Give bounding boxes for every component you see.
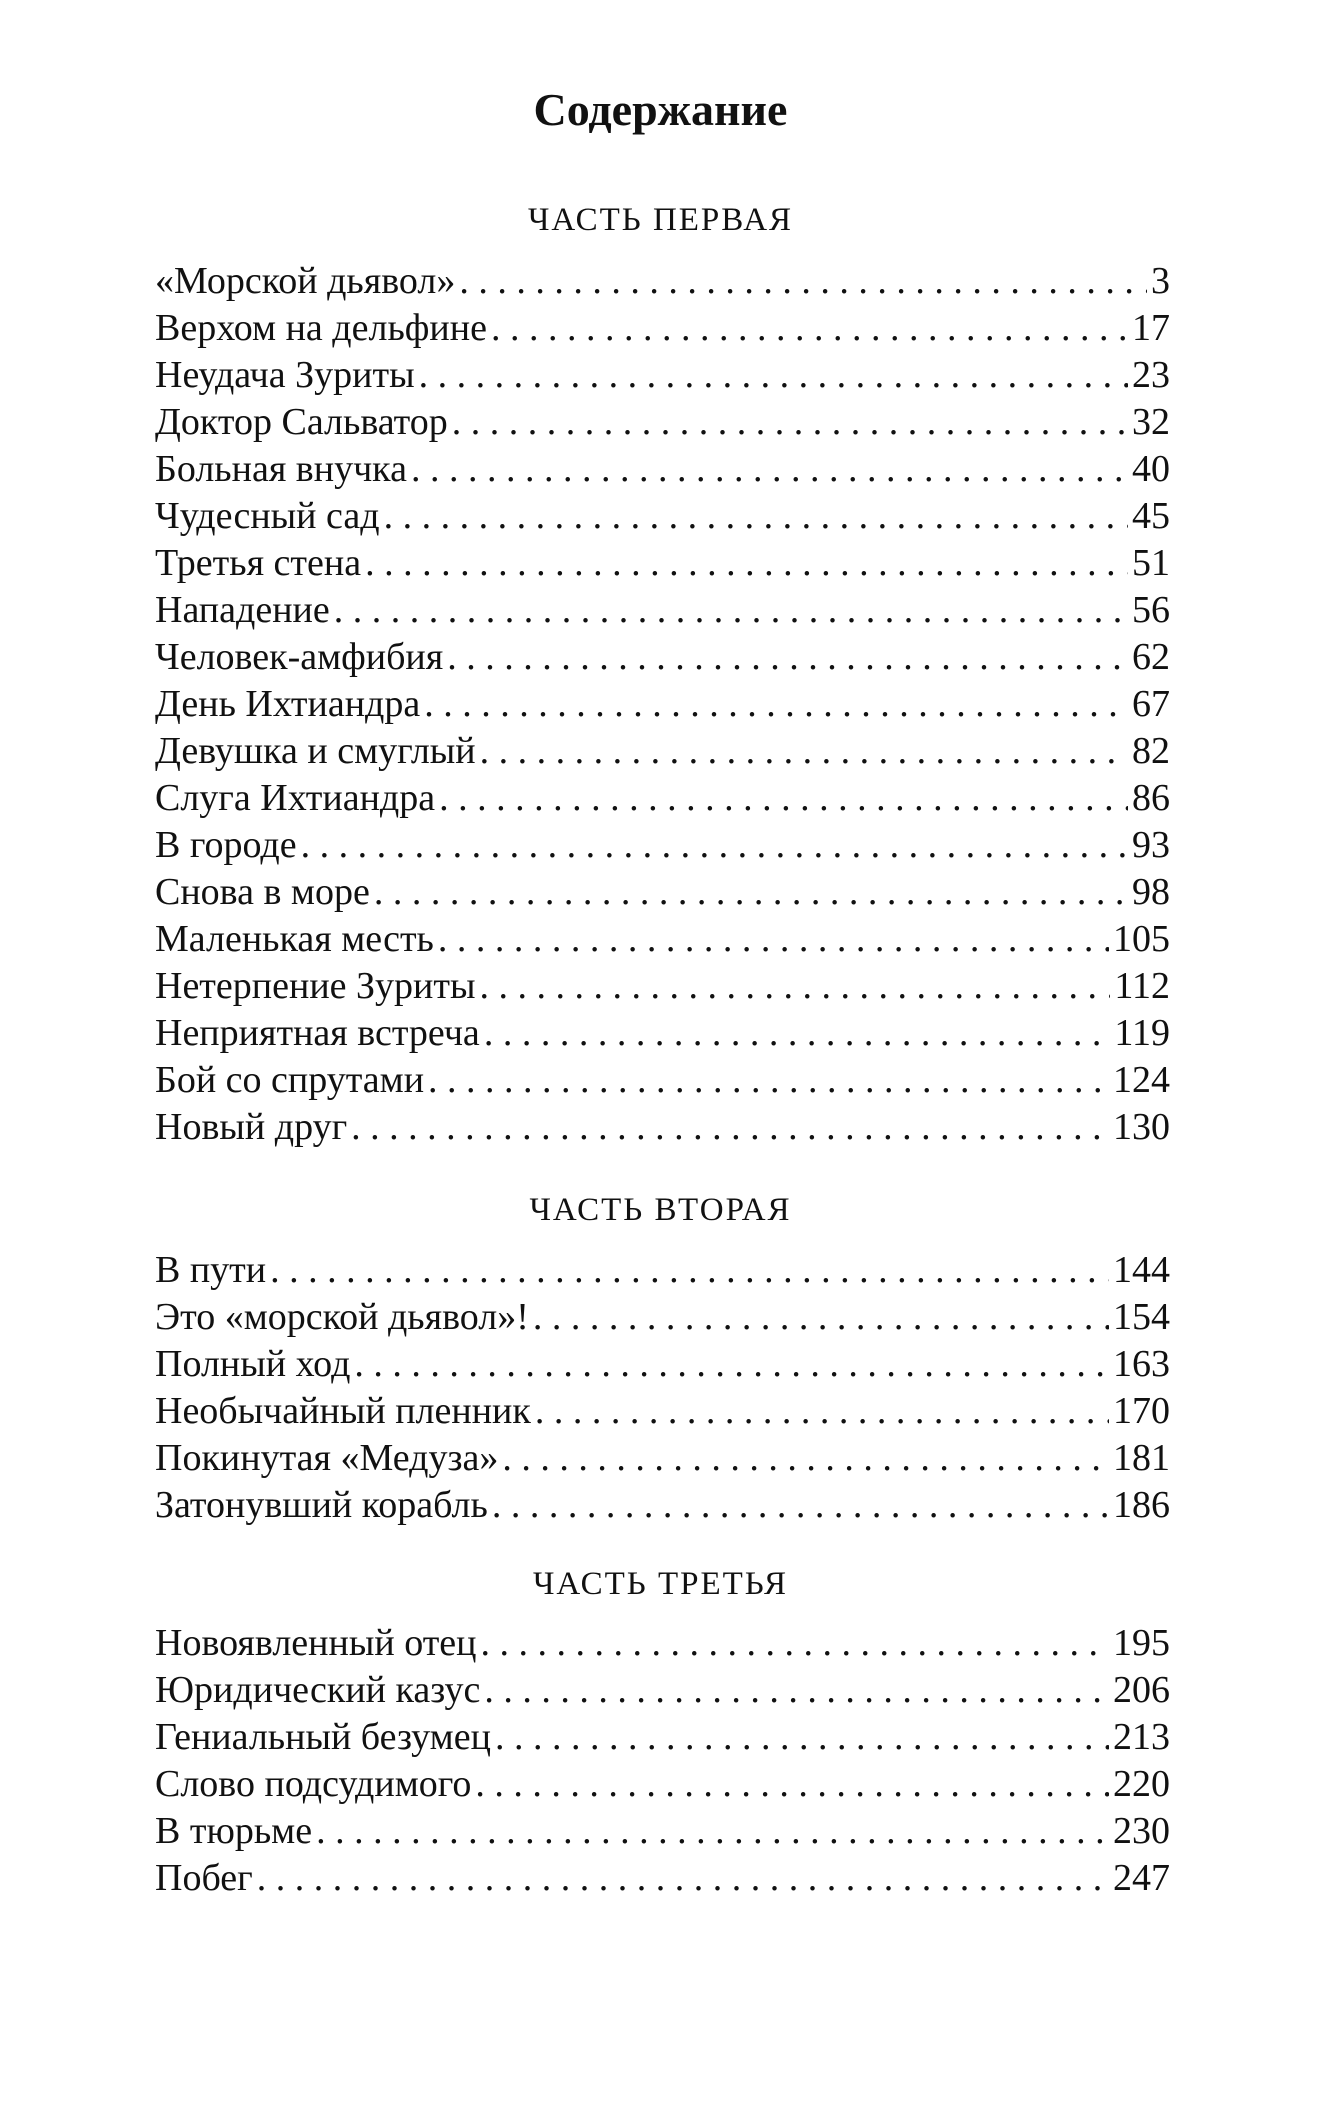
toc-entry xyxy=(155,446,1170,493)
toc-leader-dots xyxy=(533,1294,1109,1341)
toc-entry-page-number: 154 xyxy=(1113,1296,1170,1338)
toc-leader-dots xyxy=(535,1388,1109,1435)
toc-entry-page-number: 17 xyxy=(1132,307,1170,349)
toc-list-part-3 xyxy=(155,1620,1170,1902)
toc-entry-title: Нетерпение Зуриты xyxy=(155,965,476,1007)
toc-entry xyxy=(155,1104,1170,1151)
toc-entry-title: Покинутая «Медуза» xyxy=(155,1437,499,1479)
toc-entry-page-number: 170 xyxy=(1113,1390,1170,1432)
toc-entry xyxy=(155,305,1170,352)
toc-entry xyxy=(155,399,1170,446)
toc-entry xyxy=(155,1388,1170,1435)
toc-entry-title: В тюрьме xyxy=(155,1810,313,1852)
toc-entry xyxy=(155,775,1170,822)
toc-entry xyxy=(155,869,1170,916)
toc-entry xyxy=(155,540,1170,587)
toc-entry-page-number: 86 xyxy=(1132,777,1170,819)
toc-leader-dots xyxy=(424,681,1128,728)
toc-entry-title: Бой со спрутами xyxy=(155,1059,425,1101)
toc-entry-title: В пути xyxy=(155,1249,267,1291)
toc-entry-title: Неудача Зуриты xyxy=(155,354,415,396)
part-heading-2: ЧАСТЬ ВТОРАЯ xyxy=(529,1192,792,1228)
toc-entry xyxy=(155,352,1170,399)
toc-entry-title: Юридический казус xyxy=(155,1669,481,1711)
toc-entry-title: Слуга Ихтиандра xyxy=(155,777,436,819)
toc-entry-page-number: 93 xyxy=(1132,824,1170,866)
toc-entry-title: Чудесный сад xyxy=(155,495,380,537)
toc-leader-dots xyxy=(270,1247,1109,1294)
toc-entry-title: Больная внучка xyxy=(155,448,407,490)
toc-entry-page-number: 206 xyxy=(1113,1669,1170,1711)
toc-leader-dots xyxy=(492,1482,1109,1529)
toc-leader-dots xyxy=(257,1855,1109,1902)
toc-leader-dots xyxy=(459,258,1147,305)
toc-entry xyxy=(155,916,1170,963)
toc-entry xyxy=(155,1057,1170,1104)
toc-leader-dots xyxy=(411,446,1128,493)
toc-entry-page-number: 124 xyxy=(1113,1059,1170,1101)
toc-leader-dots xyxy=(419,352,1128,399)
toc-entry xyxy=(155,634,1170,681)
toc-leader-dots xyxy=(452,399,1128,446)
toc-list-part-1 xyxy=(155,258,1170,1151)
toc-entry-page-number: 67 xyxy=(1132,683,1170,725)
toc-entry xyxy=(155,1808,1170,1855)
toc-leader-dots xyxy=(439,775,1128,822)
toc-entry xyxy=(155,1010,1170,1057)
toc-entry-page-number: 32 xyxy=(1132,401,1170,443)
toc-entry-page-number: 62 xyxy=(1132,636,1170,678)
toc-entry xyxy=(155,587,1170,634)
toc-entry xyxy=(155,1620,1170,1667)
toc-entry xyxy=(155,1667,1170,1714)
toc-entry-page-number: 220 xyxy=(1113,1763,1170,1805)
toc-entry-title: Гениальный безумец xyxy=(155,1716,491,1758)
toc-leader-dots xyxy=(481,1620,1110,1667)
toc-entry-title: Слово подсудимого xyxy=(155,1763,472,1805)
toc-entry-page-number: 23 xyxy=(1132,354,1170,396)
toc-leader-dots xyxy=(301,822,1128,869)
toc-entry-page-number: 112 xyxy=(1114,965,1170,1007)
toc-entry-page-number: 45 xyxy=(1132,495,1170,537)
toc-entry-page-number: 82 xyxy=(1132,730,1170,772)
toc-entry-page-number: 213 xyxy=(1113,1716,1170,1758)
toc-leader-dots xyxy=(351,1104,1109,1151)
toc-entry-title: Человек-амфибия xyxy=(155,636,444,678)
toc-leader-dots xyxy=(475,1761,1109,1808)
toc-entry xyxy=(155,1855,1170,1902)
toc-entry-page-number: 56 xyxy=(1132,589,1170,631)
toc-leader-dots xyxy=(480,728,1128,775)
part-heading-1: ЧАСТЬ ПЕРВАЯ xyxy=(527,202,794,238)
toc-entry-page-number: 51 xyxy=(1132,542,1170,584)
toc-entry-page-number: 163 xyxy=(1113,1343,1170,1385)
toc-entry xyxy=(155,728,1170,775)
toc-entry-title: «Морской дьявол» xyxy=(155,260,456,302)
toc-leader-dots xyxy=(491,305,1128,352)
toc-entry xyxy=(155,1482,1170,1529)
toc-entry-title: Верхом на дельфине xyxy=(155,307,487,349)
toc-entry-page-number: 230 xyxy=(1113,1810,1170,1852)
toc-entry-title: Девушка и смуглый xyxy=(155,730,476,772)
toc-entry-title: В городе xyxy=(155,824,297,866)
toc-entry xyxy=(155,1247,1170,1294)
toc-entry xyxy=(155,963,1170,1010)
toc-leader-dots xyxy=(484,1010,1111,1057)
toc-entry-title: Снова в море xyxy=(155,871,370,913)
toc-leader-dots xyxy=(495,1714,1109,1761)
toc-entry-title: Это «морской дьявол»! xyxy=(155,1296,529,1338)
toc-entry xyxy=(155,681,1170,728)
toc-leader-dots xyxy=(374,869,1128,916)
toc-entry-page-number: 40 xyxy=(1132,448,1170,490)
toc-leader-dots xyxy=(354,1341,1109,1388)
toc-leader-dots xyxy=(316,1808,1109,1855)
toc-entry-title: Новый друг xyxy=(155,1106,348,1148)
toc-entry-page-number: 144 xyxy=(1113,1249,1170,1291)
toc-entry-title: Новоявленный отец xyxy=(155,1622,477,1664)
toc-entry-title: Неприятная встреча xyxy=(155,1012,480,1054)
toc-entry-page-number: 195 xyxy=(1113,1622,1170,1664)
toc-entry xyxy=(155,1435,1170,1482)
toc-entry xyxy=(155,1714,1170,1761)
toc-leader-dots xyxy=(438,916,1109,963)
toc-entry-title: Третья стена xyxy=(155,542,362,584)
part-heading-3: ЧАСТЬ ТРЕТЬЯ xyxy=(532,1566,789,1602)
toc-entry-page-number: 181 xyxy=(1113,1437,1170,1479)
page-title: Содержание xyxy=(533,84,788,135)
toc-leader-dots xyxy=(428,1057,1109,1104)
toc-entry-title: Побег xyxy=(155,1857,253,1899)
toc-leader-dots xyxy=(365,540,1128,587)
toc-entry-page-number: 105 xyxy=(1113,918,1170,960)
toc-entry xyxy=(155,493,1170,540)
toc-entry xyxy=(155,822,1170,869)
toc-entry-title: Полный ход xyxy=(155,1343,351,1385)
toc-entry-page-number: 98 xyxy=(1132,871,1170,913)
toc-entry-page-number: 3 xyxy=(1151,260,1170,302)
toc-leader-dots xyxy=(384,493,1128,540)
toc-entry-title: Доктор Сальватор xyxy=(155,401,448,443)
toc-entry-page-number: 186 xyxy=(1113,1484,1170,1526)
toc-leader-dots xyxy=(334,587,1128,634)
toc-entry xyxy=(155,1341,1170,1388)
toc-entry xyxy=(155,1294,1170,1341)
toc-leader-dots xyxy=(502,1435,1109,1482)
toc-entry-title: Необычайный пленник xyxy=(155,1390,531,1432)
toc-list-part-2 xyxy=(155,1247,1170,1529)
toc-entry-page-number: 119 xyxy=(1114,1012,1170,1054)
toc-entry-page-number: 130 xyxy=(1113,1106,1170,1148)
toc-entry-title: Затонувший корабль xyxy=(155,1484,488,1526)
toc-entry xyxy=(155,1761,1170,1808)
toc-entry-title: День Ихтиандра xyxy=(155,683,421,725)
toc-entry-title: Маленькая месть xyxy=(155,918,434,960)
toc-leader-dots xyxy=(484,1667,1109,1714)
toc-entry-title: Нападение xyxy=(155,589,330,631)
toc-leader-dots xyxy=(480,963,1111,1010)
toc-leader-dots xyxy=(447,634,1128,681)
toc-entry xyxy=(155,258,1170,305)
toc-entry-page-number: 247 xyxy=(1113,1857,1170,1899)
